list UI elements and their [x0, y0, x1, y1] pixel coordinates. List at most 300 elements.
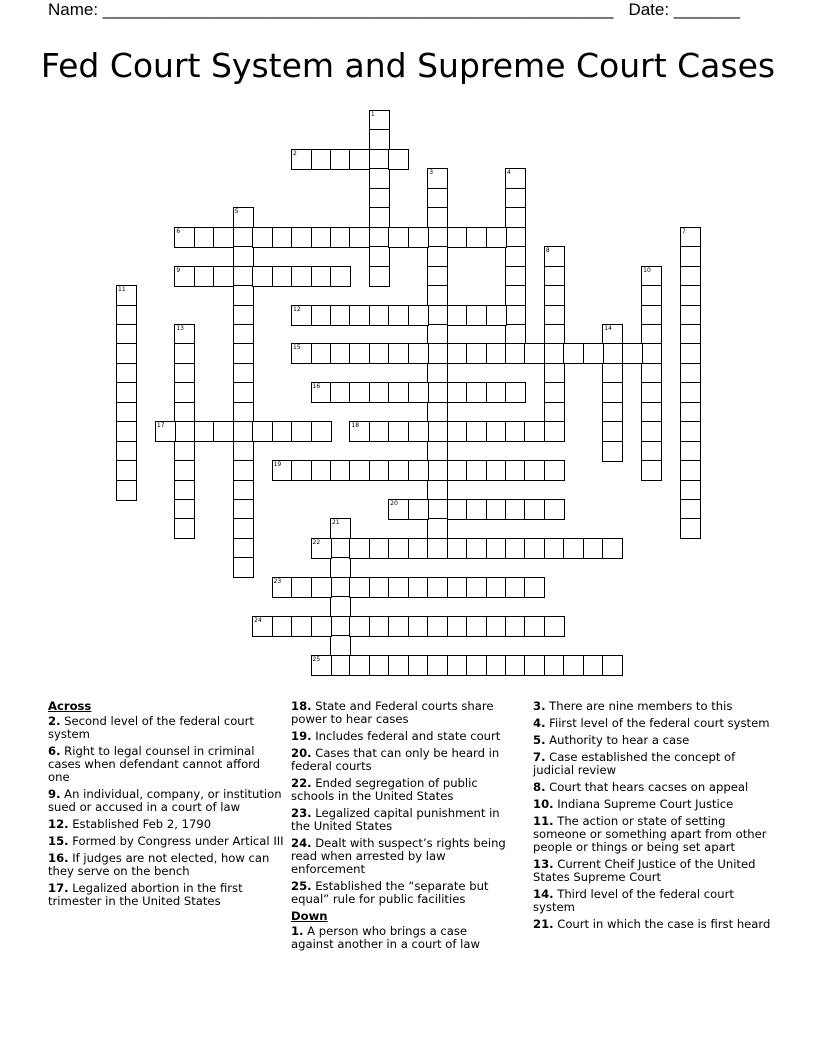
clue-number: 16: [312, 383, 321, 391]
grid-cell[interactable]: [408, 343, 429, 364]
grid-cell[interactable]: [602, 324, 623, 345]
grid-cell[interactable]: [622, 343, 643, 364]
grid-cell[interactable]: [330, 557, 351, 578]
grid-cell[interactable]: [447, 499, 468, 520]
grid-cell[interactable]: [272, 266, 293, 287]
grid-cell[interactable]: [233, 480, 254, 501]
grid-cell[interactable]: [524, 655, 545, 676]
grid-cell[interactable]: [680, 227, 701, 248]
grid-cell[interactable]: [116, 402, 137, 423]
grid-cell[interactable]: [524, 538, 545, 559]
grid-cell[interactable]: [233, 343, 254, 364]
grid-cell[interactable]: [544, 402, 565, 423]
grid-cell[interactable]: [680, 305, 701, 326]
down-clue: [533, 798, 773, 811]
grid-cell[interactable]: [447, 616, 468, 637]
grid-cell[interactable]: [680, 363, 701, 384]
grid-cell[interactable]: [349, 577, 370, 598]
date-field-label[interactable]: Date: _______: [628, 0, 740, 19]
grid-cell[interactable]: [408, 616, 429, 637]
grid-cell[interactable]: [330, 266, 351, 287]
grid-cell[interactable]: [174, 518, 195, 539]
grid-cell[interactable]: [466, 421, 487, 442]
grid-cell[interactable]: [174, 441, 195, 462]
grid-cell[interactable]: [174, 499, 195, 520]
grid-cell[interactable]: [330, 518, 351, 539]
grid-cell[interactable]: [505, 421, 526, 442]
grid-cell[interactable]: [233, 402, 254, 423]
grid-cell[interactable]: [641, 402, 662, 423]
grid-cell[interactable]: [427, 285, 448, 306]
grid-cell[interactable]: [602, 402, 623, 423]
grid-cell[interactable]: [427, 363, 448, 384]
grid-cell[interactable]: [349, 305, 370, 326]
grid-cell[interactable]: [330, 149, 351, 170]
grid-cell[interactable]: [311, 343, 332, 364]
grid-cell[interactable]: [544, 382, 565, 403]
grid-cell[interactable]: [544, 538, 565, 559]
grid-cell[interactable]: [466, 655, 487, 676]
grid-cell[interactable]: [272, 577, 293, 598]
grid-cell[interactable]: [447, 227, 468, 248]
grid-cell[interactable]: [544, 499, 565, 520]
grid-cell[interactable]: [311, 149, 332, 170]
grid-cell[interactable]: [408, 460, 429, 481]
grid-cell[interactable]: [680, 382, 701, 403]
across-clue: [291, 730, 513, 743]
grid-cell[interactable]: [544, 246, 565, 267]
grid-cell[interactable]: [233, 460, 254, 481]
grid-cell[interactable]: [330, 596, 351, 617]
grid-cell[interactable]: [233, 441, 254, 462]
grid-cell[interactable]: [174, 460, 195, 481]
grid-cell[interactable]: [388, 305, 409, 326]
grid-cell[interactable]: [116, 382, 137, 403]
grid-cell[interactable]: [330, 616, 351, 637]
grid-cell[interactable]: [524, 616, 545, 637]
grid-cell[interactable]: [524, 421, 545, 442]
grid-cell[interactable]: [233, 499, 254, 520]
grid-cell[interactable]: [641, 460, 662, 481]
grid-cell[interactable]: [233, 266, 254, 287]
grid-cell[interactable]: [680, 518, 701, 539]
grid-cell[interactable]: [291, 460, 312, 481]
clue-text: Established the “separate but equal” rule for public facilities: [291, 879, 489, 906]
grid-cell[interactable]: [291, 343, 312, 364]
grid-cell[interactable]: [505, 382, 526, 403]
grid-cell[interactable]: [369, 616, 390, 637]
grid-cell[interactable]: [447, 305, 468, 326]
grid-cell[interactable]: [369, 188, 390, 209]
grid-cell[interactable]: [388, 538, 409, 559]
grid-cell[interactable]: [233, 538, 254, 559]
grid-cell[interactable]: [583, 343, 604, 364]
grid-cell[interactable]: [447, 343, 468, 364]
grid-cell[interactable]: [194, 421, 215, 442]
grid-cell[interactable]: [486, 305, 507, 326]
grid-cell[interactable]: [486, 343, 507, 364]
grid-cell[interactable]: [311, 266, 332, 287]
grid-cell[interactable]: [330, 577, 351, 598]
grid-cell[interactable]: [330, 635, 351, 656]
grid-cell[interactable]: [680, 441, 701, 462]
grid-cell[interactable]: [524, 460, 545, 481]
grid-cell[interactable]: [505, 227, 526, 248]
grid-cell[interactable]: [388, 577, 409, 598]
grid-cell[interactable]: [369, 343, 390, 364]
grid-cell[interactable]: [116, 480, 137, 501]
grid-cell[interactable]: [447, 460, 468, 481]
grid-cell[interactable]: [466, 499, 487, 520]
grid-cell[interactable]: [544, 305, 565, 326]
grid-cell[interactable]: [330, 538, 351, 559]
grid-cell[interactable]: [544, 324, 565, 345]
grid-cell[interactable]: [680, 402, 701, 423]
grid-cell[interactable]: [505, 246, 526, 267]
grid-cell[interactable]: [388, 343, 409, 364]
grid-cell[interactable]: [311, 305, 332, 326]
grid-cell[interactable]: [505, 538, 526, 559]
grid-cell[interactable]: [427, 188, 448, 209]
grid-cell[interactable]: [680, 246, 701, 267]
grid-cell[interactable]: [602, 655, 623, 676]
grid-cell[interactable]: [369, 655, 390, 676]
grid-cell[interactable]: [447, 538, 468, 559]
grid-cell[interactable]: [427, 421, 448, 442]
grid-cell[interactable]: [291, 149, 312, 170]
grid-cell[interactable]: [369, 110, 390, 131]
grid-cell[interactable]: [408, 538, 429, 559]
grid-cell[interactable]: [291, 266, 312, 287]
grid-cell[interactable]: [486, 577, 507, 598]
grid-cell[interactable]: [486, 499, 507, 520]
grid-cell[interactable]: [486, 421, 507, 442]
grid-cell[interactable]: [486, 460, 507, 481]
grid-cell[interactable]: [408, 382, 429, 403]
grid-cell[interactable]: [427, 577, 448, 598]
grid-cell[interactable]: [641, 363, 662, 384]
grid-cell[interactable]: [233, 518, 254, 539]
grid-cell[interactable]: [330, 305, 351, 326]
grid-cell[interactable]: [116, 421, 137, 442]
grid-cell[interactable]: [291, 616, 312, 637]
grid-cell[interactable]: [680, 285, 701, 306]
grid-cell[interactable]: [116, 285, 137, 306]
clue-text: Includes federal and state court: [311, 729, 501, 743]
grid-cell[interactable]: [486, 616, 507, 637]
grid-cell[interactable]: [427, 246, 448, 267]
grid-cell[interactable]: [311, 616, 332, 637]
grid-cell[interactable]: [486, 655, 507, 676]
grid-cell[interactable]: [311, 421, 332, 442]
grid-cell[interactable]: [680, 266, 701, 287]
grid-cell[interactable]: [602, 343, 623, 364]
grid-cell[interactable]: [544, 266, 565, 287]
grid-cell[interactable]: [233, 324, 254, 345]
clue-text: Right to legal counsel in criminal cases when defendant cannot afford one: [48, 744, 261, 784]
grid-cell[interactable]: [544, 285, 565, 306]
grid-cell[interactable]: [408, 421, 429, 442]
grid-cell[interactable]: [408, 227, 429, 248]
grid-cell[interactable]: [427, 441, 448, 462]
grid-cell[interactable]: [505, 324, 526, 345]
grid-cell[interactable]: [233, 421, 254, 442]
grid-cell[interactable]: [427, 382, 448, 403]
grid-cell[interactable]: [447, 421, 468, 442]
grid-cell[interactable]: [466, 460, 487, 481]
grid-cell[interactable]: [466, 577, 487, 598]
grid-cell[interactable]: [252, 266, 273, 287]
down-clue: [533, 717, 773, 730]
grid-cell[interactable]: [388, 499, 409, 520]
grid-cell[interactable]: [524, 499, 545, 520]
grid-cell[interactable]: [505, 577, 526, 598]
grid-cell[interactable]: [291, 227, 312, 248]
grid-cell[interactable]: [680, 421, 701, 442]
grid-cell[interactable]: [408, 499, 429, 520]
grid-cell[interactable]: [272, 227, 293, 248]
grid-cell[interactable]: [369, 382, 390, 403]
grid-cell[interactable]: [213, 227, 234, 248]
grid-cell[interactable]: [272, 421, 293, 442]
grid-cell[interactable]: [291, 577, 312, 598]
grid-cell[interactable]: [505, 285, 526, 306]
grid-cell[interactable]: [680, 343, 701, 364]
grid-cell[interactable]: [349, 460, 370, 481]
grid-cell[interactable]: [427, 499, 448, 520]
grid-cell[interactable]: [544, 460, 565, 481]
grid-cell[interactable]: [447, 655, 468, 676]
grid-cell[interactable]: [174, 363, 195, 384]
grid-cell[interactable]: [291, 421, 312, 442]
grid-cell[interactable]: [174, 324, 195, 345]
grid-cell[interactable]: [427, 266, 448, 287]
grid-cell[interactable]: [563, 343, 584, 364]
grid-cell[interactable]: [641, 382, 662, 403]
grid-cell[interactable]: [544, 655, 565, 676]
grid-cell[interactable]: [427, 480, 448, 501]
grid-cell[interactable]: [174, 382, 195, 403]
grid-cell[interactable]: [486, 382, 507, 403]
grid-cell[interactable]: [388, 382, 409, 403]
grid-cell[interactable]: [349, 421, 370, 442]
grid-cell[interactable]: [466, 227, 487, 248]
grid-cell[interactable]: [369, 168, 390, 189]
grid-cell[interactable]: [524, 577, 545, 598]
grid-cell[interactable]: [349, 538, 370, 559]
grid-cell[interactable]: [116, 305, 137, 326]
grid-cell[interactable]: [466, 616, 487, 637]
grid-cell[interactable]: [233, 363, 254, 384]
grid-cell[interactable]: [369, 577, 390, 598]
grid-cell[interactable]: [505, 305, 526, 326]
grid-cell[interactable]: [563, 655, 584, 676]
grid-cell[interactable]: [602, 363, 623, 384]
grid-cell[interactable]: [272, 616, 293, 637]
grid-cell[interactable]: [680, 480, 701, 501]
grid-cell[interactable]: [116, 343, 137, 364]
grid-cell[interactable]: [349, 382, 370, 403]
grid-cell[interactable]: [447, 577, 468, 598]
grid-cell[interactable]: [330, 460, 351, 481]
grid-cell[interactable]: [349, 616, 370, 637]
grid-cell[interactable]: [252, 616, 273, 637]
grid-cell[interactable]: [369, 460, 390, 481]
grid-cell[interactable]: [330, 655, 351, 676]
grid-cell[interactable]: [330, 343, 351, 364]
grid-cell[interactable]: [369, 246, 390, 267]
grid-cell[interactable]: [680, 499, 701, 520]
clues-column-3: [533, 700, 773, 935]
grid-cell[interactable]: [349, 149, 370, 170]
grid-cell[interactable]: [505, 343, 526, 364]
grid-cell[interactable]: [486, 227, 507, 248]
grid-cell[interactable]: [505, 616, 526, 637]
grid-cell[interactable]: [233, 246, 254, 267]
grid-cell[interactable]: [486, 538, 507, 559]
grid-cell[interactable]: [388, 149, 409, 170]
grid-cell[interactable]: [349, 227, 370, 248]
grid-cell[interactable]: [641, 343, 662, 364]
grid-cell[interactable]: [427, 168, 448, 189]
grid-cell[interactable]: [174, 402, 195, 423]
grid-cell[interactable]: [116, 324, 137, 345]
grid-cell[interactable]: [563, 538, 584, 559]
grid-cell[interactable]: [427, 402, 448, 423]
grid-cell[interactable]: [505, 266, 526, 287]
grid-cell[interactable]: [233, 557, 254, 578]
grid-cell[interactable]: [194, 266, 215, 287]
grid-cell[interactable]: [427, 324, 448, 345]
grid-cell[interactable]: [466, 382, 487, 403]
grid-cell[interactable]: [427, 343, 448, 364]
grid-cell[interactable]: [194, 227, 215, 248]
grid-cell[interactable]: [369, 421, 390, 442]
grid-cell[interactable]: [680, 324, 701, 345]
grid-cell[interactable]: [602, 421, 623, 442]
grid-cell[interactable]: [213, 266, 234, 287]
grid-cell[interactable]: [369, 538, 390, 559]
grid-cell[interactable]: [174, 266, 195, 287]
grid-cell[interactable]: [388, 616, 409, 637]
grid-cell[interactable]: [680, 460, 701, 481]
grid-cell[interactable]: [291, 305, 312, 326]
grid-cell[interactable]: [388, 655, 409, 676]
grid-cell[interactable]: [174, 421, 195, 442]
grid-cell[interactable]: [466, 538, 487, 559]
grid-cell[interactable]: [427, 305, 448, 326]
grid-cell[interactable]: [272, 460, 293, 481]
grid-cell[interactable]: [505, 655, 526, 676]
grid-cell[interactable]: [583, 655, 604, 676]
grid-cell[interactable]: [641, 421, 662, 442]
grid-cell[interactable]: [311, 227, 332, 248]
grid-cell[interactable]: [427, 616, 448, 637]
grid-cell[interactable]: [427, 655, 448, 676]
grid-cell[interactable]: [155, 421, 176, 442]
grid-cell[interactable]: [427, 460, 448, 481]
grid-cell[interactable]: [233, 207, 254, 228]
grid-cell[interactable]: [544, 363, 565, 384]
grid-cell[interactable]: [466, 343, 487, 364]
grid-cell[interactable]: [330, 227, 351, 248]
grid-cell[interactable]: [174, 480, 195, 501]
grid-cell[interactable]: [447, 382, 468, 403]
grid-cell[interactable]: [641, 266, 662, 287]
grid-cell[interactable]: [524, 343, 545, 364]
grid-cell[interactable]: [311, 460, 332, 481]
name-field-label[interactable]: Name: ______________________________________________________: [48, 0, 614, 19]
grid-cell[interactable]: [330, 382, 351, 403]
grid-cell[interactable]: [602, 382, 623, 403]
grid-cell[interactable]: [233, 227, 254, 248]
grid-cell[interactable]: [369, 149, 390, 170]
grid-cell[interactable]: [583, 538, 604, 559]
grid-cell[interactable]: [311, 382, 332, 403]
grid-cell[interactable]: [505, 207, 526, 228]
grid-cell[interactable]: [641, 285, 662, 306]
grid-cell[interactable]: [252, 227, 273, 248]
grid-cell[interactable]: [213, 421, 234, 442]
grid-cell[interactable]: [641, 324, 662, 345]
grid-cell[interactable]: [408, 305, 429, 326]
grid-cell[interactable]: [116, 363, 137, 384]
grid-cell[interactable]: [311, 538, 332, 559]
grid-cell[interactable]: [505, 188, 526, 209]
grid-cell[interactable]: [116, 460, 137, 481]
grid-cell[interactable]: [174, 343, 195, 364]
grid-cell[interactable]: [349, 655, 370, 676]
grid-cell[interactable]: [641, 305, 662, 326]
grid-cell[interactable]: [641, 441, 662, 462]
clue-number: 10: [643, 266, 651, 274]
grid-cell[interactable]: [311, 577, 332, 598]
grid-cell[interactable]: [602, 538, 623, 559]
grid-cell[interactable]: [505, 499, 526, 520]
grid-cell[interactable]: [233, 305, 254, 326]
grid-cell[interactable]: [116, 441, 137, 462]
grid-cell[interactable]: [311, 655, 332, 676]
grid-cell[interactable]: [233, 285, 254, 306]
grid-cell[interactable]: [349, 343, 370, 364]
grid-cell[interactable]: [408, 577, 429, 598]
grid-cell[interactable]: [369, 266, 390, 287]
grid-cell[interactable]: [544, 616, 565, 637]
grid-cell[interactable]: [252, 421, 273, 442]
grid-cell[interactable]: [369, 227, 390, 248]
grid-cell[interactable]: [427, 207, 448, 228]
grid-cell[interactable]: [369, 129, 390, 150]
grid-cell[interactable]: [369, 207, 390, 228]
grid-cell[interactable]: [369, 305, 390, 326]
grid-cell[interactable]: [388, 227, 409, 248]
grid-cell[interactable]: [427, 518, 448, 539]
grid-cell[interactable]: [174, 227, 195, 248]
grid-cell[interactable]: [233, 382, 254, 403]
grid-cell[interactable]: [505, 460, 526, 481]
grid-cell[interactable]: [544, 421, 565, 442]
across-clue: [48, 715, 284, 741]
grid-cell[interactable]: [602, 441, 623, 462]
grid-cell[interactable]: [544, 343, 565, 364]
grid-cell[interactable]: [427, 538, 448, 559]
grid-cell[interactable]: [505, 168, 526, 189]
grid-cell[interactable]: [466, 305, 487, 326]
grid-cell[interactable]: [427, 227, 448, 248]
grid-cell[interactable]: [388, 421, 409, 442]
grid-cell[interactable]: [388, 460, 409, 481]
grid-cell[interactable]: [408, 655, 429, 676]
